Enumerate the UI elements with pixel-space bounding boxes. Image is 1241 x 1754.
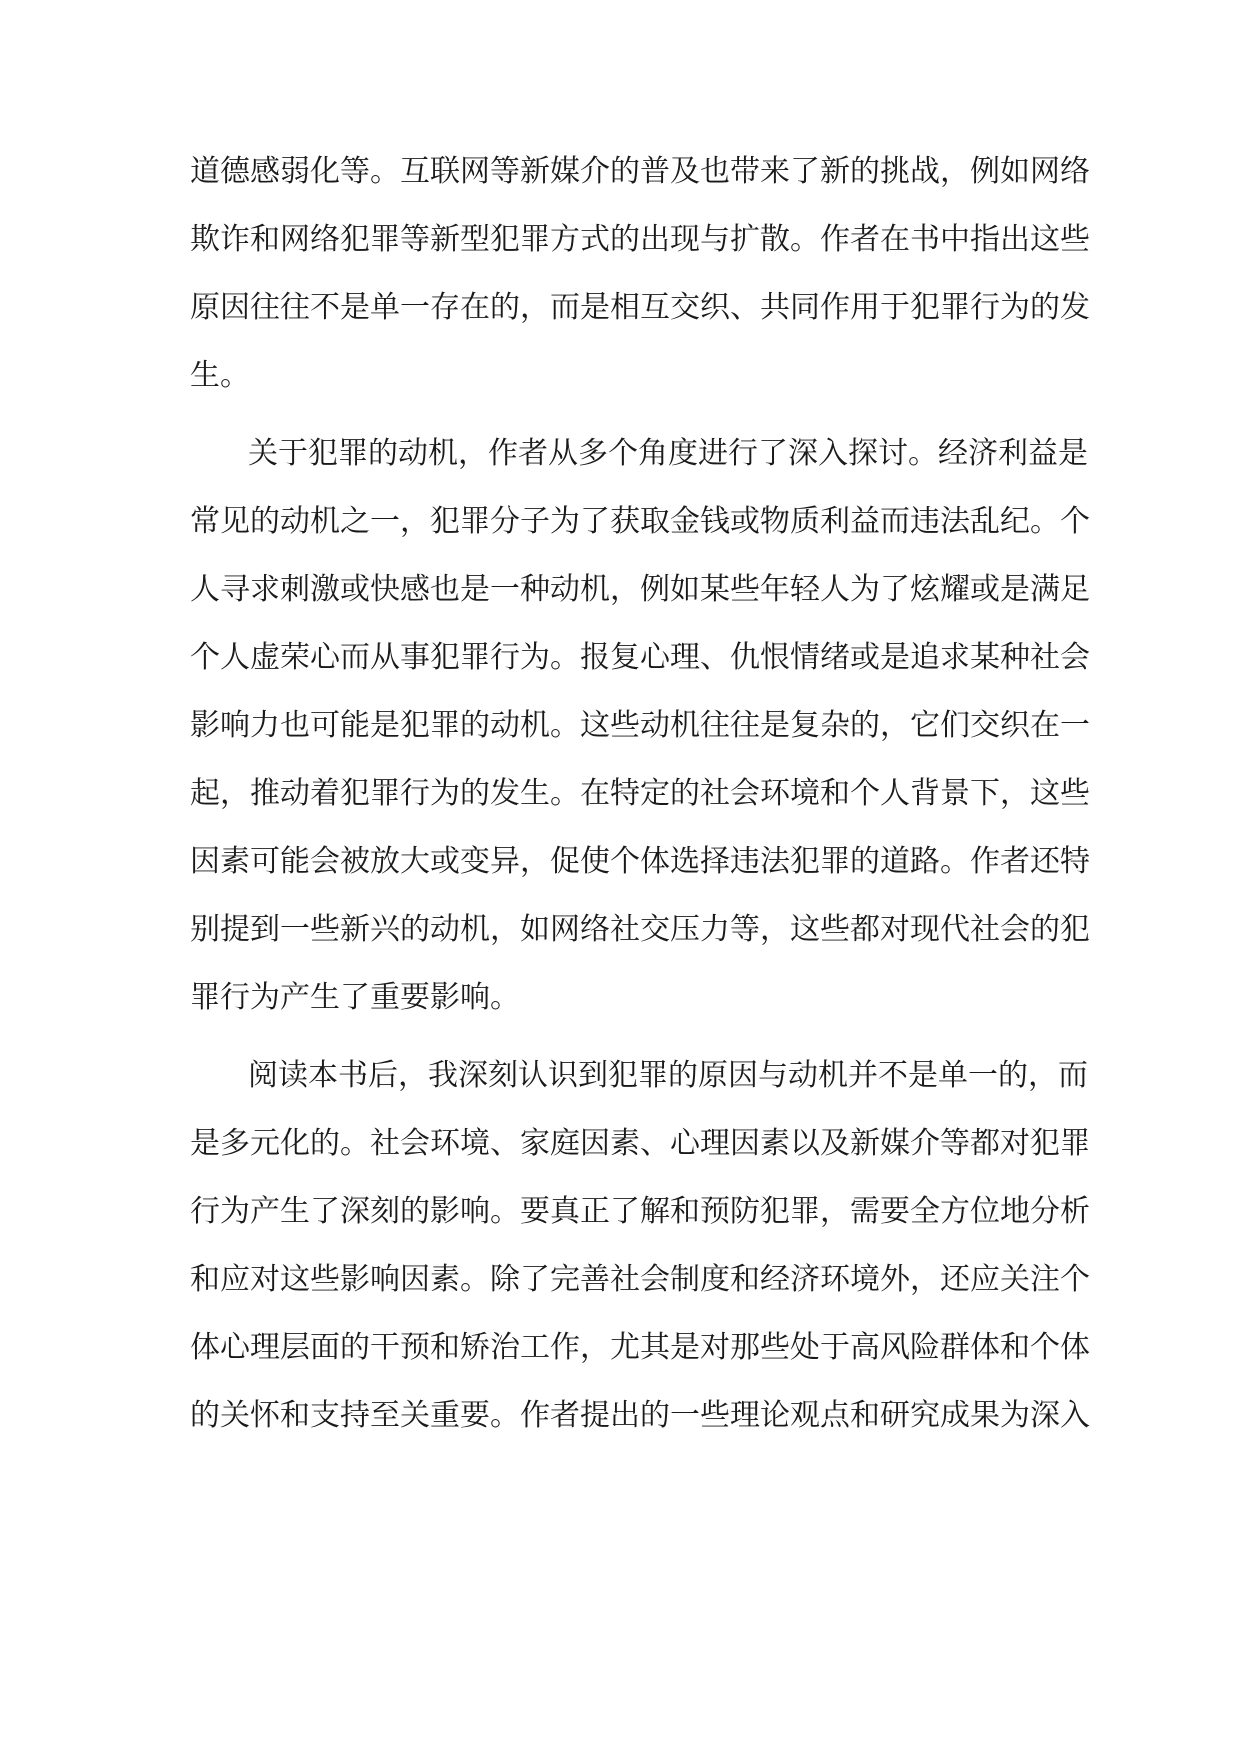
text-line: 原因往往不是单一存在的，而是相互交织、共同作用于犯罪行为的发 bbox=[190, 290, 1090, 325]
text-line: 阅读本书后，我深刻认识到犯罪的原因与动机并不是单一的，而 bbox=[248, 1058, 1088, 1093]
text-line: 因素可能会被放大或变异，促使个体选择违法犯罪的道路。作者还特 bbox=[190, 844, 1090, 879]
text-line: 关于犯罪的动机，作者从多个角度进行了深入探讨。经济利益是 bbox=[248, 436, 1088, 471]
text-line: 生。 bbox=[190, 358, 250, 393]
text-line: 欺诈和网络犯罪等新型犯罪方式的出现与扩散。作者在书中指出这些 bbox=[190, 222, 1090, 257]
text-line: 常见的动机之一，犯罪分子为了获取金钱或物质利益而违法乱纪。个 bbox=[190, 504, 1090, 539]
text-line: 的关怀和支持至关重要。作者提出的一些理论观点和研究成果为深入 bbox=[190, 1398, 1090, 1433]
text-line: 体心理层面的干预和矫治工作，尤其是对那些处于高风险群体和个体 bbox=[190, 1330, 1090, 1365]
text-line: 罪行为产生了重要影响。 bbox=[190, 980, 520, 1015]
text-line: 别提到一些新兴的动机，如网络社交压力等，这些都对现代社会的犯 bbox=[190, 912, 1090, 947]
text-line: 起，推动着犯罪行为的发生。在特定的社会环境和个人背景下，这些 bbox=[190, 776, 1090, 811]
paragraph-gap bbox=[190, 1032, 1060, 1042]
text-line: 个人虚荣心而从事犯罪行为。报复心理、仇恨情绪或是追求某种社会 bbox=[190, 640, 1090, 675]
paragraph bbox=[190, 1042, 1090, 1450]
paragraph bbox=[190, 138, 1090, 410]
text-line: 行为产生了深刻的影响。要真正了解和预防犯罪，需要全方位地分析 bbox=[190, 1194, 1090, 1229]
paragraph bbox=[190, 420, 1090, 1032]
document-body bbox=[190, 138, 1090, 1450]
text-line: 影响力也可能是犯罪的动机。这些动机往往是复杂的，它们交织在一 bbox=[190, 708, 1090, 743]
text-line: 是多元化的。社会环境、家庭因素、心理因素以及新媒介等都对犯罪 bbox=[190, 1126, 1090, 1161]
text-line: 道德感弱化等。互联网等新媒介的普及也带来了新的挑战，例如网络 bbox=[190, 154, 1090, 189]
text-line: 人寻求刺激或快感也是一种动机，例如某些年轻人为了炫耀或是满足 bbox=[190, 572, 1090, 607]
text-line: 和应对这些影响因素。除了完善社会制度和经济环境外，还应关注个 bbox=[190, 1262, 1090, 1297]
paragraph-gap bbox=[190, 410, 1060, 420]
